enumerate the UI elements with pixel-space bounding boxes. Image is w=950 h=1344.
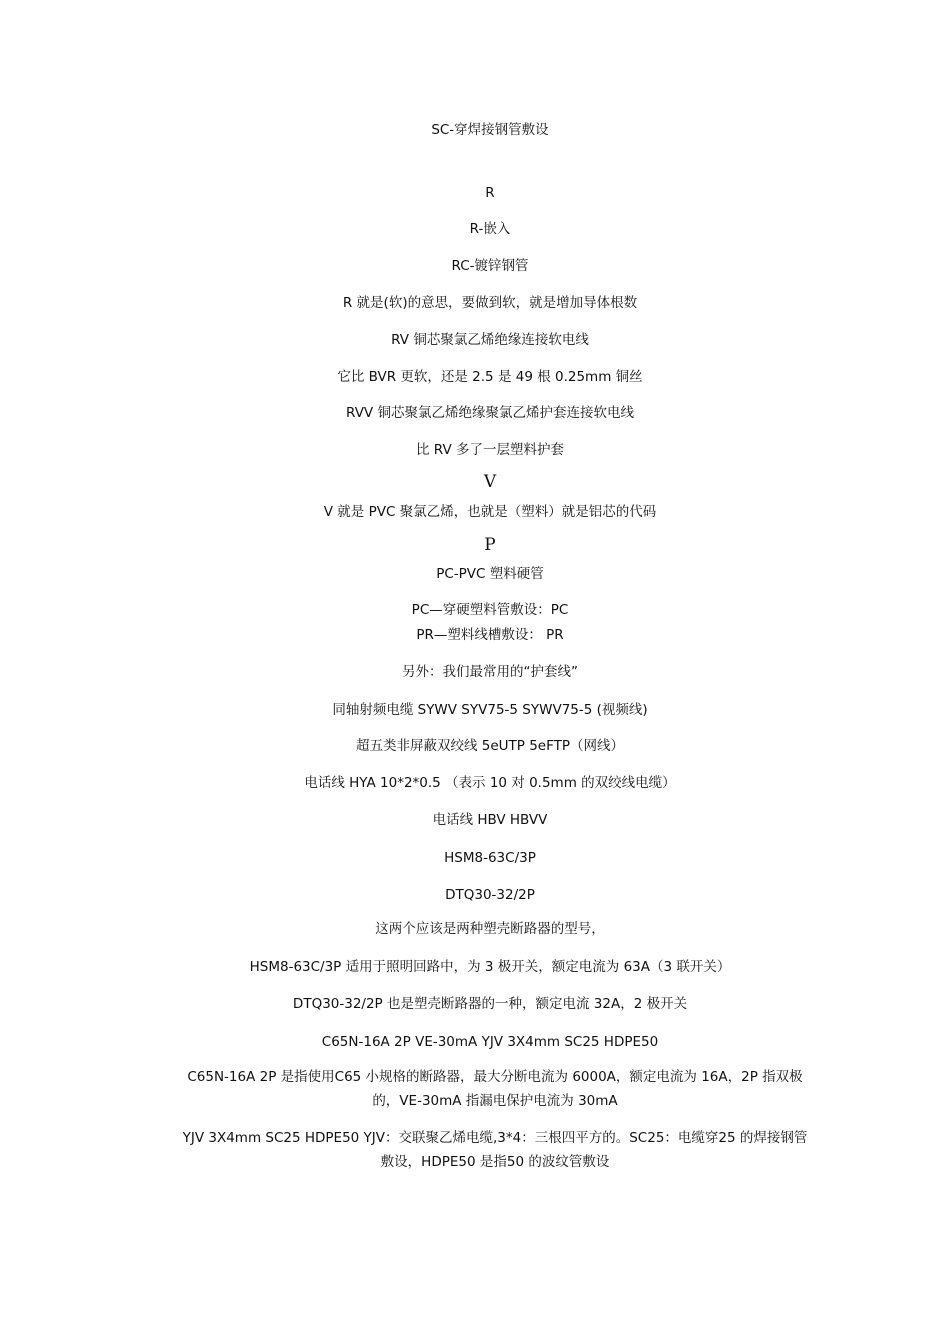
- text-line: 同轴射频电缆 SYWV SYV75-5 SYWV75-5 (视频线): [332, 702, 648, 718]
- text-line: DTQ30-32/2P: [445, 887, 535, 903]
- text-line: 超五类非屏蔽双绞线 5eUTP 5eFTP（网线）: [355, 738, 625, 754]
- text-line: DTQ30-32/2P 也是塑壳断路器的一种，额定电流 32A，2 极开关: [292, 996, 688, 1012]
- text-line: PC-PVC 塑料硬管: [436, 566, 544, 582]
- paragraph: YJV 3X4mm SC25 HDPE50 YJV：交联聚乙烯电缆,3*4：三根四平方的。SC25：电缆穿25 的焊接钢管敷设，HDPE50 是指50 的波纹管敷设: [182, 1130, 808, 1170]
- text-line: V 就是 PVC 聚氯乙烯，也就是（塑料）就是铝芯的代码: [323, 504, 657, 520]
- text-line: 它比 BVR 更软，还是 2.5 是 49 根 0.25mm 铜丝: [337, 369, 643, 385]
- text-line: C65N-16A 2P VE-30mA YJV 3X4mm SC25 HDPE50: [321, 1034, 659, 1050]
- text-line: RVV 铜芯聚氯乙烯绝缘聚氯乙烯护套连接软电线: [346, 405, 634, 421]
- text-line: R-嵌入: [469, 221, 511, 237]
- section-heading: R: [485, 185, 495, 201]
- section-heading: V: [483, 472, 497, 492]
- section-heading: P: [484, 535, 496, 555]
- text-line: 电话线 HBV HBVV: [432, 812, 548, 828]
- text-line: PR—塑料线槽敷设： PR: [416, 627, 564, 643]
- text-line: RC-镀锌钢管: [451, 258, 529, 274]
- text-line: PC—穿硬塑料管敷设：PC: [411, 602, 569, 618]
- text-line: R 就是(软)的意思，要做到软，就是增加导体根数: [342, 295, 638, 311]
- text-line: RV 铜芯聚氯乙烯绝缘连接软电线: [391, 332, 589, 348]
- text-line: 这两个应该是两种塑壳断路器的型号，: [375, 921, 605, 937]
- paragraph: C65N-16A 2P 是指使用C65 小规格的断路器，最大分断电流为 6000A，额定电流为 16A，2P 指双极的，VE-30mA 指漏电保护电流为 30mA: [187, 1069, 803, 1109]
- text-line: HSM8-63C/3P 适用于照明回路中，为 3 极开关，额定电流为 63A（3 联开关）: [249, 959, 731, 975]
- text-line: 另外：我们最常用的“护套线”: [402, 664, 578, 680]
- text-line: 比 RV 多了一层塑料护套: [416, 442, 564, 458]
- text-line: HSM8-63C/3P: [444, 850, 536, 866]
- text-line: 电话线 HYA 10*2*0.5 （表示 10 对 0.5mm 的双绞线电缆）: [304, 775, 676, 791]
- text-line: SC-穿焊接钢管敷设: [431, 122, 549, 138]
